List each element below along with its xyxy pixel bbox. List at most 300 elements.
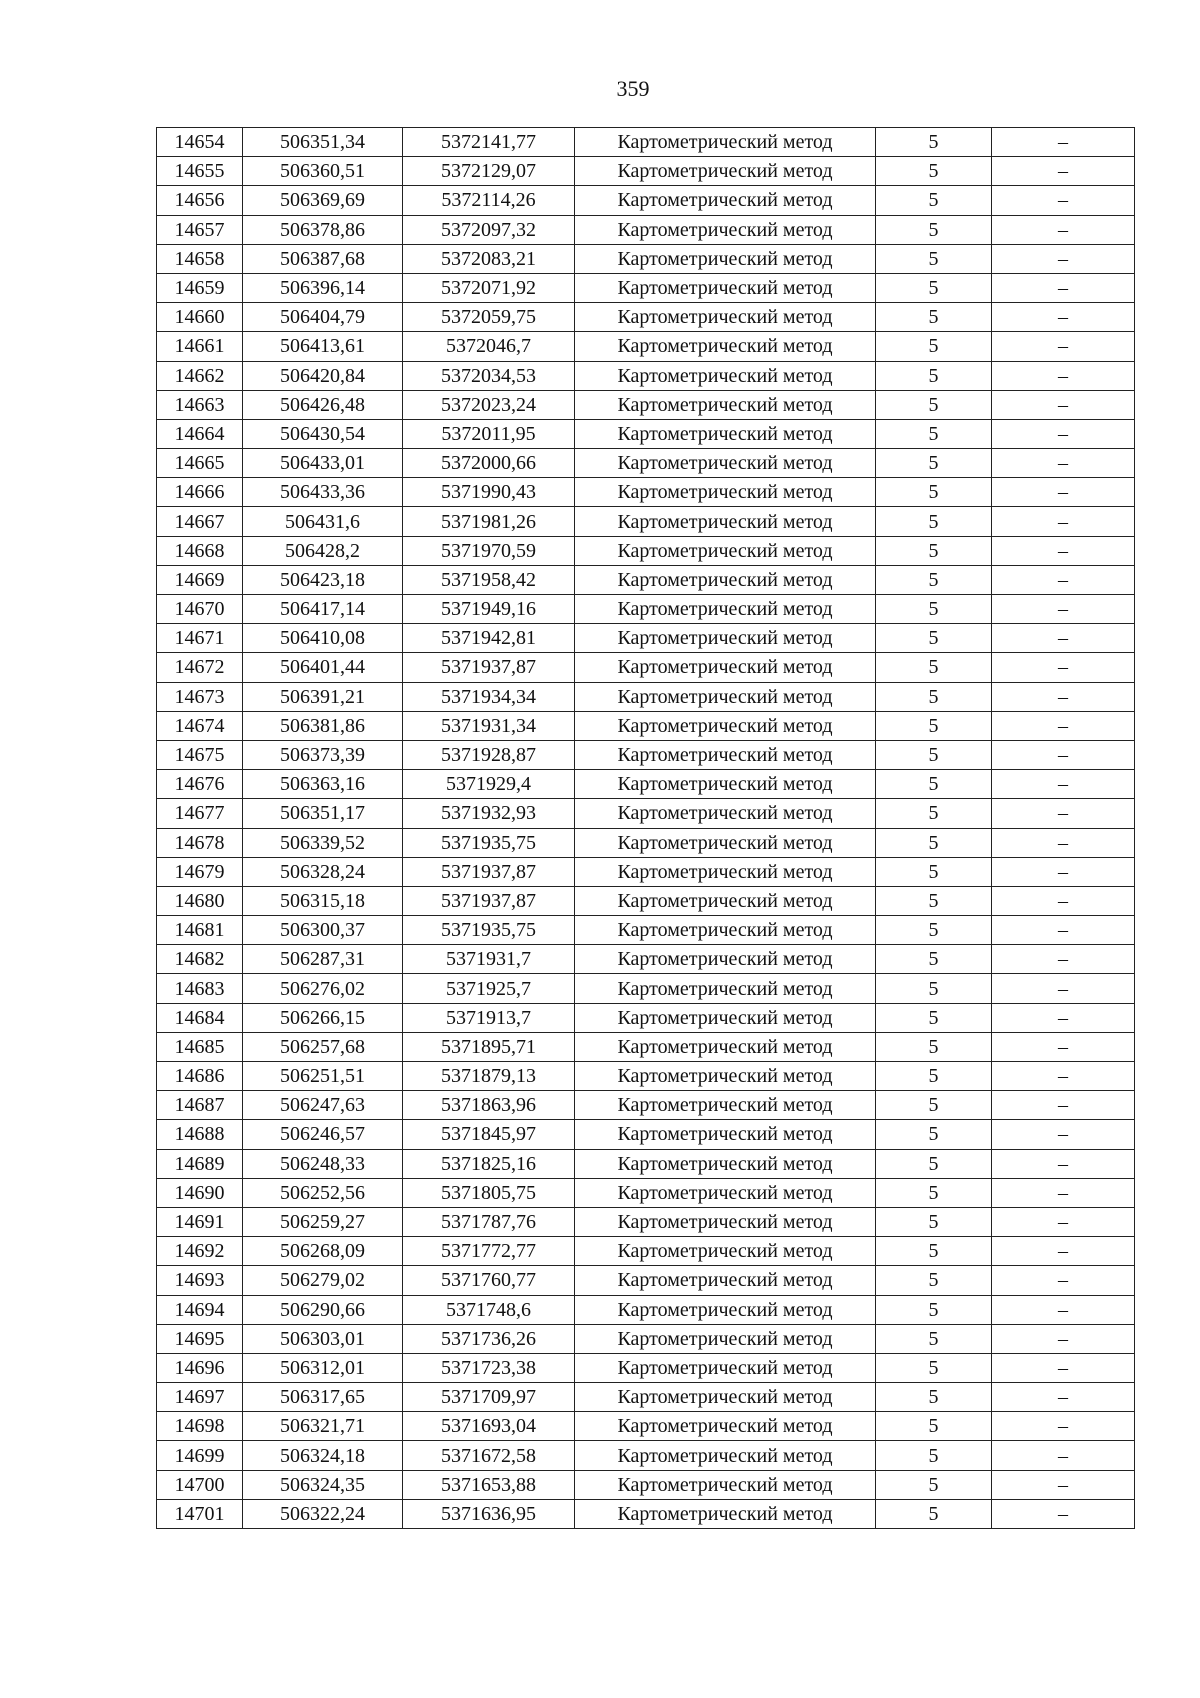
y-coordinate-cell: 5371709,97 <box>403 1383 575 1412</box>
y-coordinate-cell: 5372097,32 <box>403 215 575 244</box>
description-cell: – <box>992 128 1135 157</box>
description-cell: – <box>992 303 1135 332</box>
description-cell: – <box>992 157 1135 186</box>
accuracy-cell: 5 <box>876 1266 992 1295</box>
x-coordinate-cell: 506428,2 <box>243 536 403 565</box>
x-coordinate-cell: 506252,56 <box>243 1178 403 1207</box>
accuracy-cell: 5 <box>876 1441 992 1470</box>
y-coordinate-cell: 5371825,16 <box>403 1149 575 1178</box>
method-cell: Картометрический метод <box>575 303 876 332</box>
method-cell: Картометрический метод <box>575 1441 876 1470</box>
accuracy-cell: 5 <box>876 1178 992 1207</box>
accuracy-cell: 5 <box>876 215 992 244</box>
accuracy-cell: 5 <box>876 419 992 448</box>
accuracy-cell: 5 <box>876 507 992 536</box>
y-coordinate-cell: 5371723,38 <box>403 1353 575 1382</box>
accuracy-cell: 5 <box>876 536 992 565</box>
y-coordinate-cell: 5371672,58 <box>403 1441 575 1470</box>
method-cell: Картометрический метод <box>575 157 876 186</box>
description-cell: – <box>992 419 1135 448</box>
description-cell: – <box>992 1032 1135 1061</box>
table-row <box>157 945 1135 974</box>
point-number-cell: 14689 <box>157 1149 243 1178</box>
method-cell: Картометрический метод <box>575 1383 876 1412</box>
method-cell: Картометрический метод <box>575 1062 876 1091</box>
accuracy-cell: 5 <box>876 1295 992 1324</box>
table-row <box>157 1207 1135 1236</box>
description-cell: – <box>992 1207 1135 1236</box>
accuracy-cell: 5 <box>876 1091 992 1120</box>
y-coordinate-cell: 5371636,95 <box>403 1499 575 1528</box>
y-coordinate-cell: 5371981,26 <box>403 507 575 536</box>
point-number-cell: 14686 <box>157 1062 243 1091</box>
method-cell: Картометрический метод <box>575 595 876 624</box>
y-coordinate-cell: 5371929,4 <box>403 770 575 799</box>
method-cell: Картометрический метод <box>575 945 876 974</box>
accuracy-cell: 5 <box>876 244 992 273</box>
x-coordinate-cell: 506387,68 <box>243 244 403 273</box>
accuracy-cell: 5 <box>876 449 992 478</box>
accuracy-cell: 5 <box>876 682 992 711</box>
y-coordinate-cell: 5371970,59 <box>403 536 575 565</box>
point-number-cell: 14682 <box>157 945 243 974</box>
method-cell: Картометрический метод <box>575 653 876 682</box>
point-number-cell: 14655 <box>157 157 243 186</box>
table-row <box>157 1470 1135 1499</box>
y-coordinate-cell: 5371958,42 <box>403 565 575 594</box>
accuracy-cell: 5 <box>876 1120 992 1149</box>
method-cell: Картометрический метод <box>575 1207 876 1236</box>
table-row <box>157 799 1135 828</box>
method-cell: Картометрический метод <box>575 361 876 390</box>
method-cell: Картометрический метод <box>575 419 876 448</box>
x-coordinate-cell: 506351,34 <box>243 128 403 157</box>
accuracy-cell: 5 <box>876 1353 992 1382</box>
point-number-cell: 14654 <box>157 128 243 157</box>
accuracy-cell: 5 <box>876 390 992 419</box>
table-row <box>157 682 1135 711</box>
description-cell: – <box>992 1324 1135 1353</box>
y-coordinate-cell: 5372129,07 <box>403 157 575 186</box>
table-row <box>157 361 1135 390</box>
point-number-cell: 14694 <box>157 1295 243 1324</box>
accuracy-cell: 5 <box>876 186 992 215</box>
table-row <box>157 1324 1135 1353</box>
x-coordinate-cell: 506279,02 <box>243 1266 403 1295</box>
x-coordinate-cell: 506401,44 <box>243 653 403 682</box>
table-row <box>157 653 1135 682</box>
table-row <box>157 1353 1135 1382</box>
table-row <box>157 1499 1135 1528</box>
method-cell: Картометрический метод <box>575 1003 876 1032</box>
x-coordinate-cell: 506360,51 <box>243 157 403 186</box>
point-number-cell: 14693 <box>157 1266 243 1295</box>
x-coordinate-cell: 506373,39 <box>243 740 403 769</box>
y-coordinate-cell: 5372011,95 <box>403 419 575 448</box>
point-number-cell: 14685 <box>157 1032 243 1061</box>
accuracy-cell: 5 <box>876 624 992 653</box>
point-number-cell: 14696 <box>157 1353 243 1382</box>
description-cell: – <box>992 273 1135 302</box>
x-coordinate-cell: 506324,18 <box>243 1441 403 1470</box>
accuracy-cell: 5 <box>876 332 992 361</box>
method-cell: Картометрический метод <box>575 828 876 857</box>
x-coordinate-cell: 506410,08 <box>243 624 403 653</box>
y-coordinate-cell: 5371787,76 <box>403 1207 575 1236</box>
point-number-cell: 14669 <box>157 565 243 594</box>
x-coordinate-cell: 506322,24 <box>243 1499 403 1528</box>
x-coordinate-cell: 506257,68 <box>243 1032 403 1061</box>
method-cell: Картометрический метод <box>575 273 876 302</box>
point-number-cell: 14701 <box>157 1499 243 1528</box>
table-row <box>157 1237 1135 1266</box>
point-number-cell: 14698 <box>157 1412 243 1441</box>
y-coordinate-cell: 5372059,75 <box>403 303 575 332</box>
x-coordinate-cell: 506381,86 <box>243 711 403 740</box>
method-cell: Картометрический метод <box>575 1178 876 1207</box>
y-coordinate-cell: 5371935,75 <box>403 916 575 945</box>
point-number-cell: 14676 <box>157 770 243 799</box>
table-row <box>157 128 1135 157</box>
description-cell: – <box>992 1441 1135 1470</box>
y-coordinate-cell: 5371935,75 <box>403 828 575 857</box>
description-cell: – <box>992 1149 1135 1178</box>
point-number-cell: 14660 <box>157 303 243 332</box>
x-coordinate-cell: 506312,01 <box>243 1353 403 1382</box>
point-number-cell: 14662 <box>157 361 243 390</box>
y-coordinate-cell: 5371895,71 <box>403 1032 575 1061</box>
method-cell: Картометрический метод <box>575 565 876 594</box>
table-row <box>157 770 1135 799</box>
table-row <box>157 828 1135 857</box>
method-cell: Картометрический метод <box>575 770 876 799</box>
accuracy-cell: 5 <box>876 303 992 332</box>
description-cell: – <box>992 916 1135 945</box>
accuracy-cell: 5 <box>876 273 992 302</box>
table-row <box>157 332 1135 361</box>
description-cell: – <box>992 799 1135 828</box>
accuracy-cell: 5 <box>876 1499 992 1528</box>
x-coordinate-cell: 506321,71 <box>243 1412 403 1441</box>
description-cell: – <box>992 595 1135 624</box>
accuracy-cell: 5 <box>876 711 992 740</box>
table-row <box>157 1149 1135 1178</box>
accuracy-cell: 5 <box>876 157 992 186</box>
table-row <box>157 1091 1135 1120</box>
x-coordinate-cell: 506404,79 <box>243 303 403 332</box>
x-coordinate-cell: 506396,14 <box>243 273 403 302</box>
description-cell: – <box>992 682 1135 711</box>
method-cell: Картометрический метод <box>575 536 876 565</box>
table-row <box>157 595 1135 624</box>
accuracy-cell: 5 <box>876 740 992 769</box>
y-coordinate-cell: 5371937,87 <box>403 857 575 886</box>
accuracy-cell: 5 <box>876 653 992 682</box>
description-cell: – <box>992 1266 1135 1295</box>
table-row <box>157 536 1135 565</box>
accuracy-cell: 5 <box>876 1207 992 1236</box>
x-coordinate-cell: 506378,86 <box>243 215 403 244</box>
accuracy-cell: 5 <box>876 1383 992 1412</box>
point-number-cell: 14675 <box>157 740 243 769</box>
x-coordinate-cell: 506287,31 <box>243 945 403 974</box>
x-coordinate-cell: 506246,57 <box>243 1120 403 1149</box>
accuracy-cell: 5 <box>876 1032 992 1061</box>
point-number-cell: 14661 <box>157 332 243 361</box>
method-cell: Картометрический метод <box>575 1266 876 1295</box>
y-coordinate-cell: 5371932,93 <box>403 799 575 828</box>
accuracy-cell: 5 <box>876 1062 992 1091</box>
table-row <box>157 303 1135 332</box>
method-cell: Картометрический метод <box>575 1353 876 1382</box>
table-row <box>157 974 1135 1003</box>
description-cell: – <box>992 478 1135 507</box>
y-coordinate-cell: 5371653,88 <box>403 1470 575 1499</box>
point-number-cell: 14684 <box>157 1003 243 1032</box>
x-coordinate-cell: 506426,48 <box>243 390 403 419</box>
method-cell: Картометрический метод <box>575 1324 876 1353</box>
point-number-cell: 14677 <box>157 799 243 828</box>
x-coordinate-cell: 506391,21 <box>243 682 403 711</box>
table-row <box>157 886 1135 915</box>
x-coordinate-cell: 506324,35 <box>243 1470 403 1499</box>
description-cell: – <box>992 857 1135 886</box>
table-row <box>157 565 1135 594</box>
method-cell: Картометрический метод <box>575 974 876 1003</box>
point-number-cell: 14672 <box>157 653 243 682</box>
x-coordinate-cell: 506315,18 <box>243 886 403 915</box>
accuracy-cell: 5 <box>876 1412 992 1441</box>
method-cell: Картометрический метод <box>575 507 876 536</box>
table-row <box>157 711 1135 740</box>
description-cell: – <box>992 711 1135 740</box>
description-cell: – <box>992 653 1135 682</box>
y-coordinate-cell: 5372023,24 <box>403 390 575 419</box>
table-row <box>157 1032 1135 1061</box>
point-number-cell: 14656 <box>157 186 243 215</box>
description-cell: – <box>992 1353 1135 1382</box>
point-number-cell: 14680 <box>157 886 243 915</box>
x-coordinate-cell: 506339,52 <box>243 828 403 857</box>
description-cell: – <box>992 507 1135 536</box>
point-number-cell: 14667 <box>157 507 243 536</box>
table-row <box>157 507 1135 536</box>
y-coordinate-cell: 5371937,87 <box>403 886 575 915</box>
y-coordinate-cell: 5371760,77 <box>403 1266 575 1295</box>
point-number-cell: 14691 <box>157 1207 243 1236</box>
x-coordinate-cell: 506248,33 <box>243 1149 403 1178</box>
accuracy-cell: 5 <box>876 595 992 624</box>
description-cell: – <box>992 390 1135 419</box>
table-row <box>157 916 1135 945</box>
method-cell: Картометрический метод <box>575 1412 876 1441</box>
point-number-cell: 14687 <box>157 1091 243 1120</box>
method-cell: Картометрический метод <box>575 916 876 945</box>
description-cell: – <box>992 1062 1135 1091</box>
point-number-cell: 14700 <box>157 1470 243 1499</box>
description-cell: – <box>992 1412 1135 1441</box>
method-cell: Картометрический метод <box>575 624 876 653</box>
method-cell: Картометрический метод <box>575 1149 876 1178</box>
point-number-cell: 14665 <box>157 449 243 478</box>
table-row <box>157 1178 1135 1207</box>
method-cell: Картометрический метод <box>575 244 876 273</box>
page-number: 359 <box>616 76 650 101</box>
accuracy-cell: 5 <box>876 974 992 1003</box>
table-body <box>157 128 1135 1529</box>
method-cell: Картометрический метод <box>575 332 876 361</box>
y-coordinate-cell: 5371925,7 <box>403 974 575 1003</box>
method-cell: Картометрический метод <box>575 478 876 507</box>
x-coordinate-cell: 506431,6 <box>243 507 403 536</box>
point-number-cell: 14666 <box>157 478 243 507</box>
y-coordinate-cell: 5371990,43 <box>403 478 575 507</box>
description-cell: – <box>992 1003 1135 1032</box>
point-number-cell: 14657 <box>157 215 243 244</box>
method-cell: Картометрический метод <box>575 740 876 769</box>
y-coordinate-cell: 5371772,77 <box>403 1237 575 1266</box>
method-cell: Картометрический метод <box>575 857 876 886</box>
y-coordinate-cell: 5372046,7 <box>403 332 575 361</box>
x-coordinate-cell: 506423,18 <box>243 565 403 594</box>
table-row <box>157 1003 1135 1032</box>
y-coordinate-cell: 5371937,87 <box>403 653 575 682</box>
x-coordinate-cell: 506363,16 <box>243 770 403 799</box>
point-number-cell: 14659 <box>157 273 243 302</box>
table-row <box>157 215 1135 244</box>
accuracy-cell: 5 <box>876 1324 992 1353</box>
y-coordinate-cell: 5372071,92 <box>403 273 575 302</box>
y-coordinate-cell: 5372083,21 <box>403 244 575 273</box>
accuracy-cell: 5 <box>876 857 992 886</box>
method-cell: Картометрический метод <box>575 390 876 419</box>
accuracy-cell: 5 <box>876 945 992 974</box>
table-row <box>157 478 1135 507</box>
method-cell: Картометрический метод <box>575 215 876 244</box>
table-row <box>157 157 1135 186</box>
point-number-cell: 14697 <box>157 1383 243 1412</box>
method-cell: Картометрический метод <box>575 799 876 828</box>
x-coordinate-cell: 506420,84 <box>243 361 403 390</box>
accuracy-cell: 5 <box>876 1470 992 1499</box>
table-row <box>157 390 1135 419</box>
accuracy-cell: 5 <box>876 770 992 799</box>
method-cell: Картометрический метод <box>575 1470 876 1499</box>
method-cell: Картометрический метод <box>575 186 876 215</box>
x-coordinate-cell: 506369,69 <box>243 186 403 215</box>
method-cell: Картометрический метод <box>575 1091 876 1120</box>
table-row <box>157 1295 1135 1324</box>
x-coordinate-cell: 506417,14 <box>243 595 403 624</box>
method-cell: Картометрический метод <box>575 1295 876 1324</box>
point-number-cell: 14664 <box>157 419 243 448</box>
description-cell: – <box>992 1120 1135 1149</box>
y-coordinate-cell: 5371845,97 <box>403 1120 575 1149</box>
x-coordinate-cell: 506433,01 <box>243 449 403 478</box>
point-number-cell: 14670 <box>157 595 243 624</box>
y-coordinate-cell: 5371934,34 <box>403 682 575 711</box>
coordinates-table <box>156 127 1135 1529</box>
description-cell: – <box>992 565 1135 594</box>
description-cell: – <box>992 1295 1135 1324</box>
y-coordinate-cell: 5371931,7 <box>403 945 575 974</box>
point-number-cell: 14658 <box>157 244 243 273</box>
method-cell: Картометрический метод <box>575 128 876 157</box>
y-coordinate-cell: 5371748,6 <box>403 1295 575 1324</box>
x-coordinate-cell: 506300,37 <box>243 916 403 945</box>
accuracy-cell: 5 <box>876 128 992 157</box>
description-cell: – <box>992 1470 1135 1499</box>
description-cell: – <box>992 332 1135 361</box>
method-cell: Картометрический метод <box>575 711 876 740</box>
table-row <box>157 449 1135 478</box>
description-cell: – <box>992 1091 1135 1120</box>
y-coordinate-cell: 5371693,04 <box>403 1412 575 1441</box>
x-coordinate-cell: 506433,36 <box>243 478 403 507</box>
table-row <box>157 1120 1135 1149</box>
y-coordinate-cell: 5372000,66 <box>403 449 575 478</box>
point-number-cell: 14674 <box>157 711 243 740</box>
description-cell: – <box>992 215 1135 244</box>
method-cell: Картометрический метод <box>575 449 876 478</box>
point-number-cell: 14679 <box>157 857 243 886</box>
description-cell: – <box>992 244 1135 273</box>
accuracy-cell: 5 <box>876 1003 992 1032</box>
description-cell: – <box>992 1499 1135 1528</box>
description-cell: – <box>992 1383 1135 1412</box>
method-cell: Картометрический метод <box>575 886 876 915</box>
x-coordinate-cell: 506328,24 <box>243 857 403 886</box>
table-row <box>157 1441 1135 1470</box>
point-number-cell: 14683 <box>157 974 243 1003</box>
point-number-cell: 14678 <box>157 828 243 857</box>
y-coordinate-cell: 5371736,26 <box>403 1324 575 1353</box>
x-coordinate-cell: 506413,61 <box>243 332 403 361</box>
method-cell: Картометрический метод <box>575 1120 876 1149</box>
y-coordinate-cell: 5371863,96 <box>403 1091 575 1120</box>
x-coordinate-cell: 506430,54 <box>243 419 403 448</box>
x-coordinate-cell: 506247,63 <box>243 1091 403 1120</box>
accuracy-cell: 5 <box>876 565 992 594</box>
y-coordinate-cell: 5371928,87 <box>403 740 575 769</box>
description-cell: – <box>992 770 1135 799</box>
x-coordinate-cell: 506268,09 <box>243 1237 403 1266</box>
description-cell: – <box>992 186 1135 215</box>
y-coordinate-cell: 5371931,34 <box>403 711 575 740</box>
x-coordinate-cell: 506303,01 <box>243 1324 403 1353</box>
method-cell: Картометрический метод <box>575 1032 876 1061</box>
table-row <box>157 1062 1135 1091</box>
y-coordinate-cell: 5371949,16 <box>403 595 575 624</box>
y-coordinate-cell: 5372141,77 <box>403 128 575 157</box>
description-cell: – <box>992 886 1135 915</box>
description-cell: – <box>992 740 1135 769</box>
point-number-cell: 14688 <box>157 1120 243 1149</box>
accuracy-cell: 5 <box>876 478 992 507</box>
y-coordinate-cell: 5371913,7 <box>403 1003 575 1032</box>
description-cell: – <box>992 361 1135 390</box>
description-cell: – <box>992 828 1135 857</box>
table-row <box>157 186 1135 215</box>
accuracy-cell: 5 <box>876 886 992 915</box>
accuracy-cell: 5 <box>876 361 992 390</box>
x-coordinate-cell: 506290,66 <box>243 1295 403 1324</box>
point-number-cell: 14695 <box>157 1324 243 1353</box>
y-coordinate-cell: 5371805,75 <box>403 1178 575 1207</box>
table-row <box>157 273 1135 302</box>
accuracy-cell: 5 <box>876 1149 992 1178</box>
y-coordinate-cell: 5371879,13 <box>403 1062 575 1091</box>
